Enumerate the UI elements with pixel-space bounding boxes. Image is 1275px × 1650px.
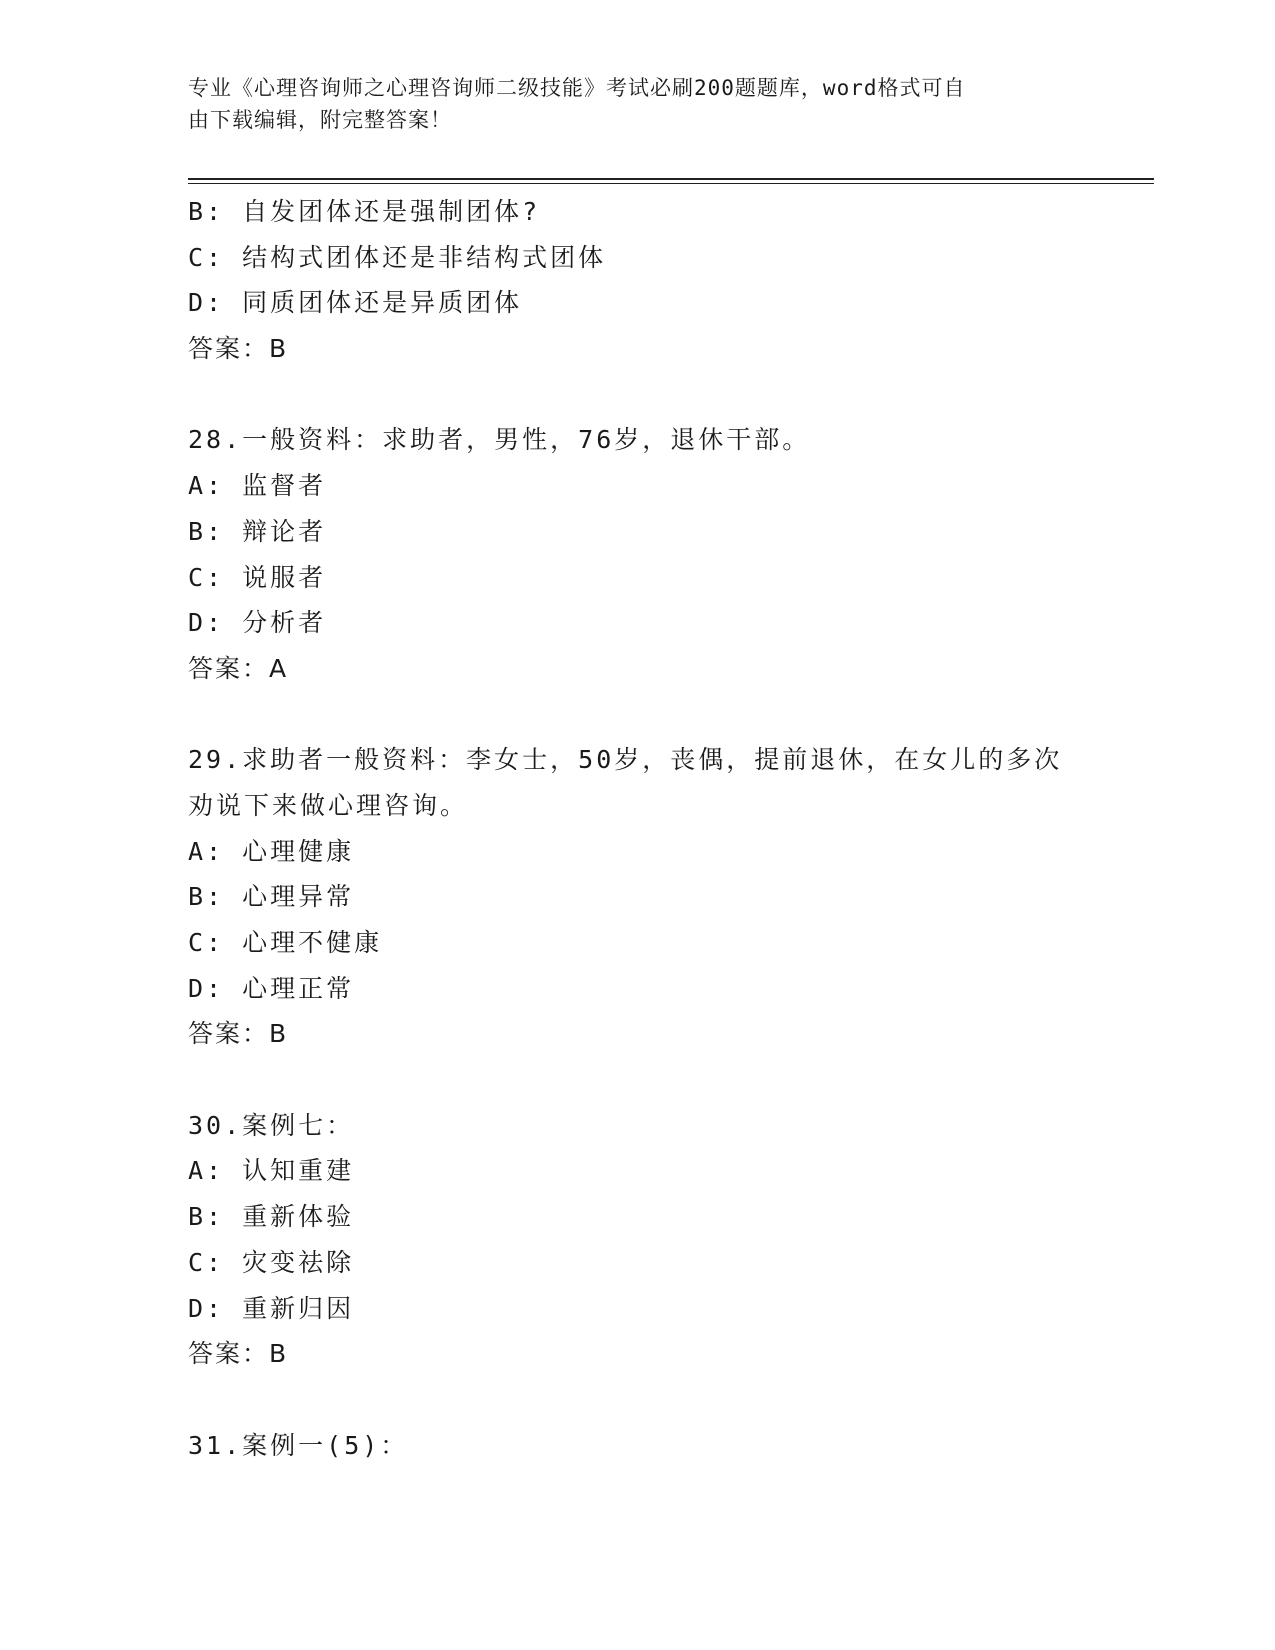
header-line-1: 专业《心理咨询师之心理咨询师二级技能》考试必刷200题题库，word格式可自 — [188, 76, 966, 100]
option-b: B: 重新体验 — [188, 1202, 355, 1232]
question-29 — [188, 737, 1088, 1057]
option-d: D: 心理正常 — [188, 973, 355, 1003]
answer-line: 答案：B — [188, 1019, 289, 1049]
option-d: D: 分析者 — [188, 608, 327, 638]
option-d: D: 同质团体还是异质团体 — [188, 288, 523, 318]
header-divider-thick — [188, 178, 1154, 180]
option-c: C: 结构式团体还是非结构式团体 — [188, 242, 607, 272]
answer-line: 答案：B — [188, 334, 289, 364]
spacer — [188, 692, 1088, 738]
question-stem: 29.求助者一般资料：李女士，50岁，丧偶，提前退休，在女儿的多次 — [188, 745, 1063, 775]
option-b: B: 心理异常 — [188, 882, 355, 912]
answer-line: 答案：A — [188, 653, 289, 683]
question-28 — [188, 417, 1088, 691]
question-stem: 28.一般资料：求助者，男性，76岁，退休干部。 — [188, 425, 811, 455]
option-c: C: 灾变祛除 — [188, 1247, 355, 1277]
spacer — [188, 372, 1088, 418]
option-c: C: 说服者 — [188, 562, 327, 592]
option-b: B: 辩论者 — [188, 516, 327, 546]
document-header — [188, 72, 1068, 136]
question-stem: 31.案例一(5)： — [188, 1430, 409, 1460]
option-d: D: 重新归因 — [188, 1293, 355, 1323]
spacer — [188, 1057, 1088, 1103]
question-30 — [188, 1103, 1088, 1377]
header-divider-thin — [188, 183, 1154, 184]
option-a: A: 心理健康 — [188, 836, 355, 866]
question-stem: 30.案例七： — [188, 1110, 355, 1140]
spacer — [188, 1377, 1088, 1423]
option-b: B: 自发团体还是强制团体? — [188, 197, 541, 226]
question-27-continued — [188, 189, 1088, 372]
answer-line: 答案：B — [188, 1339, 289, 1369]
question-list — [188, 189, 1088, 1468]
question-stem-continued: 劝说下来做心理咨询。 — [188, 790, 469, 820]
option-a: A: 监督者 — [188, 471, 327, 501]
question-31 — [188, 1423, 1088, 1469]
option-a: A: 认知重建 — [188, 1156, 355, 1186]
header-line-2: 由下载编辑，附完整答案！ — [188, 108, 452, 132]
option-c: C: 心理不健康 — [188, 928, 383, 957]
